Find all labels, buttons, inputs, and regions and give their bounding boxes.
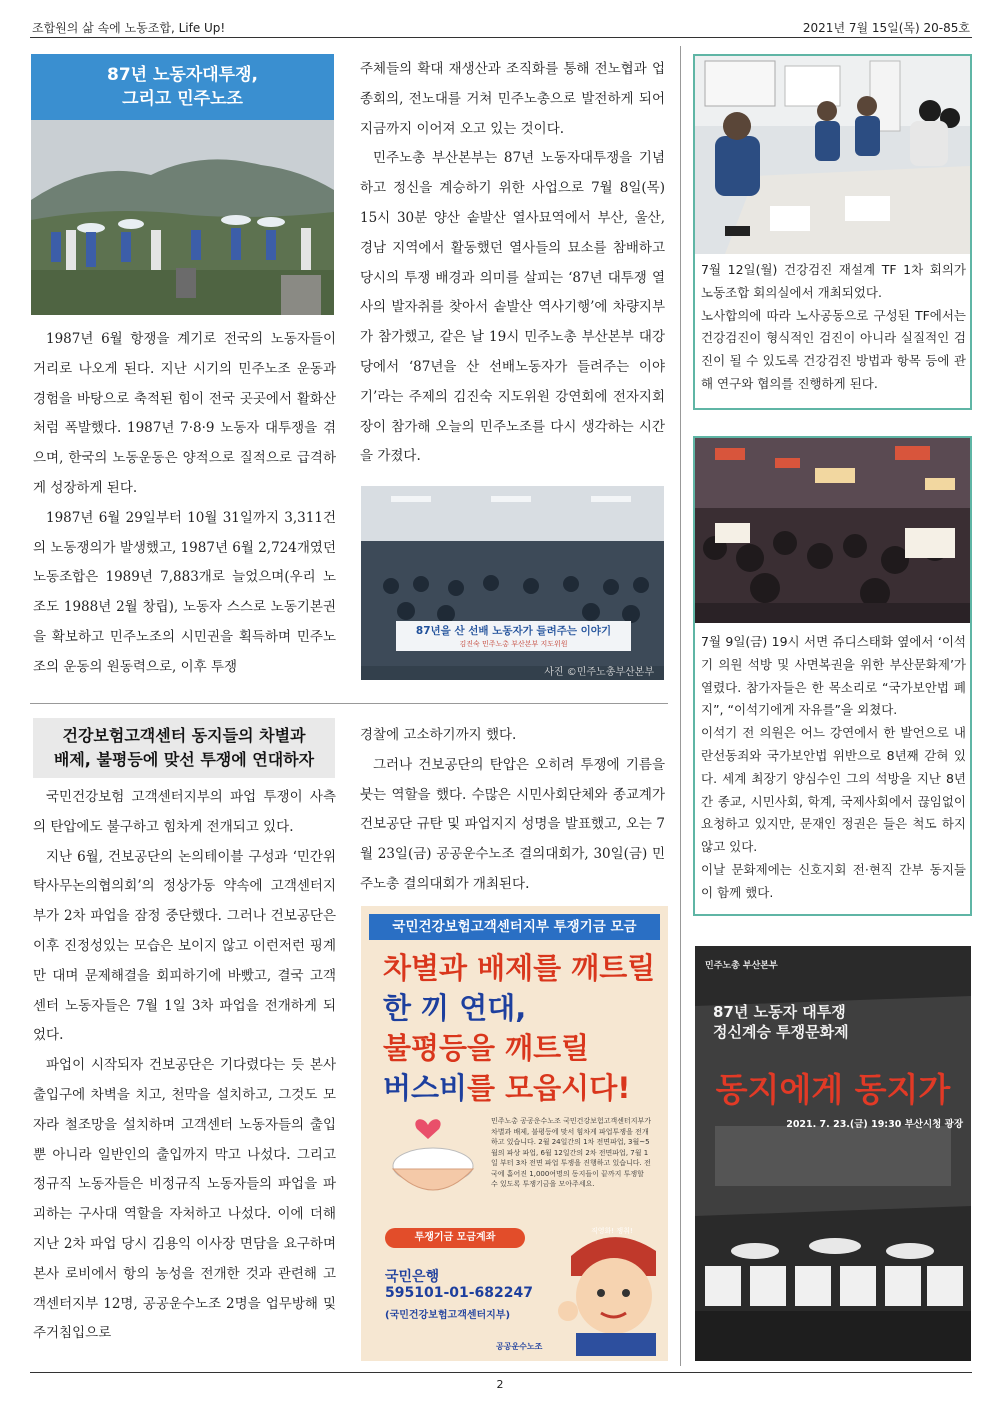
header-date-issue: 2021년 7월 15일(목) 20-85호 [802,21,970,35]
lecture-hall-photo [361,486,664,680]
article1-column2 [360,55,665,472]
account-bank: 국민은행 [385,1269,440,1285]
poster2-line1: 87년 노동자 대투쟁 [713,1003,846,1021]
article2-col1-para1: 국민건강보험 고객센터지부의 파업 투쟁이 사측의 탄압에도 불구하고 힘차게 전개되고 있다. [33,789,336,835]
lecture-banner-sub: 김진숙 민주노총 부산본부 지도위원 [459,640,568,648]
account-number: 595101-01-682247 [385,1285,533,1301]
festival-caption-para1: 7월 9일(금) 19시 서면 쥬디스태화 옆에서 ‘이석기 의원 석방 및 사면복권을 위한 부산문화제’가 열렸다. 참가자들은 한 목소리로 “국가보안법 폐지”, “이석기에게 자유를”을 외쳤다. [701,634,966,718]
poster-line4 [383,1068,630,1108]
account-box [373,1228,543,1350]
mascot-badge: 직영화! 쟁취! [591,1227,633,1235]
cemetery-photo [31,120,334,315]
culture-festival-poster [695,946,971,1361]
poster-line3: 불평등을 깨트릴 [383,1031,590,1065]
rice-bowl-icon [383,1111,483,1211]
poster2-date: 2021. 7. 23.(금) 19:30 부산시청 광장 [786,1119,963,1130]
article2-title [33,718,335,778]
tf-caption-para2: 노사합의에 따라 노사공동으로 구성된 TF에서는 건강검진이 형식적인 검진이 아니라 실질적인 검진이 될 수 있도록 건강검진 방법과 항목 등에 관해 연구와 협의를 진행하게 된다. [701,307,966,391]
article2-title-line2: 배제, 불평등에 맞선 투쟁에 연대하자 [53,750,315,769]
festival-caption-para2: 이석기 전 의원은 어느 강연에서 한 발언으로 내란선동죄와 국가보안법 위반으로 8년째 갇혀 있다. 세계 최장기 양심수인 그의 석방을 지난 8년간 종교, 시민사회, 학계, 국제사회에서 끊임없이 요청하고 있지만, 문재인 정권은 들은 척도 하지 않고 있다. [701,725,966,855]
article1-column1 [33,325,336,683]
festival-caption-para3: 이날 문화제에는 신호지회 전·현직 간부 동지들이 함께 했다. [701,861,966,900]
poster-line1: 차별과 배제를 깨트릴 [383,951,656,985]
section-divider [30,703,668,704]
article1-col2-para2: 민주노총 부산본부는 87년 노동자대투쟁을 기념하고 정신을 계승하기 위한 사업으로 7월 8일(목) 15시 30분 양산 솥발산 열사묘역에서 부산, 울산, 경남 지역에서 활동했던 열사들의 묘소를 참배하고 당시의 투쟁 배경과 의미를 살피는 ‘87년 대투쟁 열사의 발자취를 찾아서 솥발산 역사기행’에 차량지부가 참가했고, 같은 날 19시 민주노총 부산본부 대강당에서 ‘87년을 산 선배노동자가 들려주는 이야기’라는 주제의 김진숙 지도위원 강연회에 전자지회장이 참가해 오늘의 민주노조를 다시 생각하는 시간을 가졌다. [360,150,665,465]
poster2-line2: 정신계승 투쟁문화제 [713,1023,849,1041]
tf-caption-para1: 7월 12일(월) 건강검진 재설계 TF 1차 회의가 노동조합 회의실에서 개최되었다. [701,262,966,300]
article2-title-line1: 건강보험고객센터 동지들의 차별과 [62,726,306,745]
poster2-org: 민주노총 부산본부 [705,961,778,971]
fundraising-poster [361,906,668,1361]
page-header [30,16,972,38]
article2-column1 [33,783,336,1349]
article1-title [31,54,334,120]
poster-topbar: 국민건강보험고객센터지부 투쟁기금 모금 [369,914,660,940]
article2-col2-para2: 그러나 건보공단의 탄압은 오히려 투쟁에 기름을 붓는 역할을 했다. 수많은 시민사회단체와 종교계가 건보공단 규탄 및 파업지지 성명을 발표했고, 오는 7월 23일(금) 공공운수노조 결의대회가, 30일(금) 민주노총 결의대회가 개최된다. [360,756,665,892]
footer-line [30,1372,972,1373]
header-slogan: 조합원의 삶 속에 노동조합, Life Up! [32,21,226,35]
photo-credit: 사진 ©민주노총부산본부 [544,667,654,678]
poster-line4-rest: 를 모읍시다! [467,1071,631,1105]
article2-column2 [360,721,665,900]
article2-col1-para2: 지난 6월, 건보공단의 논의테이블 구성과 ‘민간위탁사무논의협의회’의 정상가동 약속에 고객센터지부가 2차 파업을 잠정 중단했다. 그러나 건보공단은 이후 진정성있는 모습은 보이지 않고 이런저런 핑계만 대며 문제해결을 회피하기에 바빴고, 결국 고객센터 노동자들은 7월 1일 3차 파업을 전개하게 되었다. [33,848,336,1044]
article1-col1-para1: 1987년 6월 항쟁을 계기로 전국의 노동자들이 거리로 나오게 된다. 지난 시기의 민주노조 운동과 경험을 바탕으로 축적된 힘이 전국 곳곳에서 활화산처럼 폭발했다. 1987년 7·8·9 노동자 대투쟁을 겪으며, 한국의 노동운동은 양적으로 질적으로 급격하게 성장하게 된다. [33,331,336,496]
poster-description: 민주노총 공공운수노조 국민건강보험고객센터지부가 차별과 배제, 불평등에 맞서 힘차게 파업투쟁을 전개하고 있습니다. 2월 24일간의 1차 전면파업, 3월~5월의 파상 파업, 6월 12일간의 2차 전면파업, 7월 1일 부터 3차 전면 파업 투쟁을 진행하고 있습니다. 전국에 흩어진 1,000여명의 동지들이 끝까지 투쟁할 수 있도록 투쟁기금을 모아주세요. [491,1117,651,1188]
meeting-photo [695,56,970,254]
article2-col1-para3: 파업이 시작되자 건보공단은 기다렸다는 듯 본사 출입구에 차벽을 치고, 천막을 설치하고, 그것도 모자라 철조망을 설치하며 고객센터 노동자들의 출입 뿐 아니라 일반인의 출입까지 막고 나섰다. 그리고 정규직 노동자들은 비정규직 노동자들의 파업을 파괴하는 구사대 역할을 자처하고 나섰다. 이에 더해 지난 2차 파업 당시 김용익 이사장 면담을 요구하며 본사 로비에서 항의 농성을 전개한 것과 관련해 고객센터지부 12명, 공공운수노조 2명을 업무방해 및 주거침입으로 [33,1057,336,1342]
article1-col1-para2: 1987년 6월 29일부터 10월 31일까지 3,311건의 노동쟁의가 발생했고, 1987년 6월 2,724개였던 노동조합은 1989년 7,883개로 늘었으며(우리 노조도 1988년 2월 창립), 노동자 스스로 노동기본권을 확보하고 민주노조의 시민권을 획득하며 민주노조의 운동의 원동력으로, 이후 투쟁 [33,509,336,675]
article1-col2-para1: 주체들의 확대 재생산과 조직화를 통해 전노협과 업종회의, 전노대를 거쳐 민주노총으로 발전하게 되어 지금까지 이어져 오고 있는 것이다. [360,61,665,137]
festival-caption [701,631,966,905]
article1-title-line1: 87년 노동자대투쟁, [107,65,258,85]
culture-festival-box [693,436,972,916]
poster-line2: 한 끼 연대, [383,991,527,1025]
poster2-main: 동지에게 동지가 [715,1070,951,1109]
column-divider [680,46,681,1366]
article1-title-line2: 그리고 민주노조 [122,89,243,109]
mascot-figure [556,1221,666,1356]
account-holder: (국민건강보험고객센터지부) [385,1310,511,1321]
account-label: 투쟁기금 모금계좌 [385,1228,525,1248]
page-number: 2 [496,1378,504,1391]
poster-logo: 공공운수노조 [496,1342,543,1351]
article2-col2-para1: 경찰에 고소하기까지 했다. [360,727,517,743]
street-rally-photo [695,438,970,623]
poster-line4-bus: 버스비 [383,1071,468,1105]
lecture-banner-text: 87년을 산 선배 노동자가 들려주는 이야기 [415,625,612,637]
tf-meeting-box [693,54,972,410]
tf-meeting-caption [701,259,966,396]
